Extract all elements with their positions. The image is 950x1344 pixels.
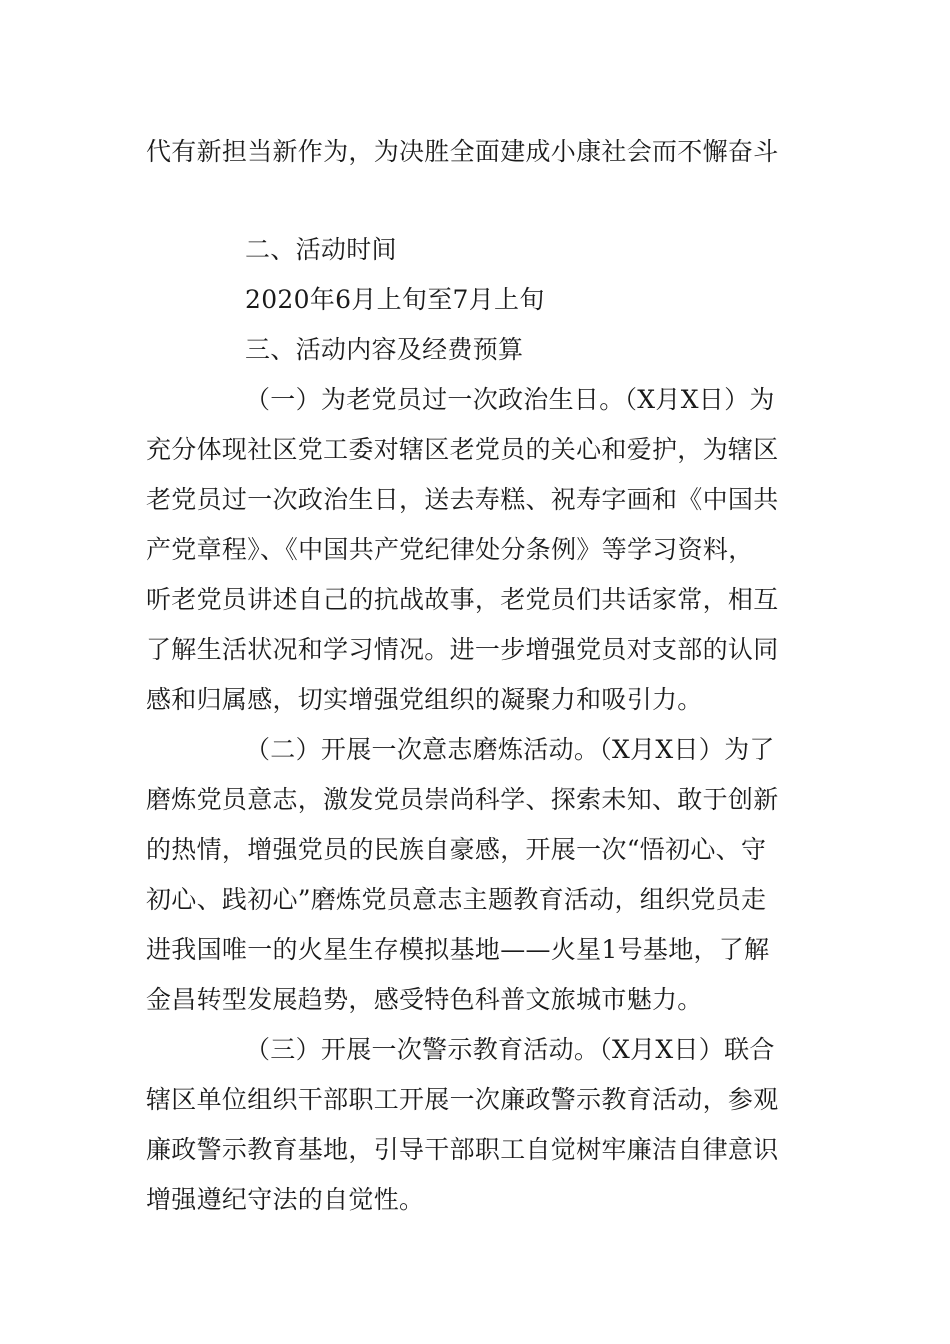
section-heading: 三、活动内容及经费预算 bbox=[245, 335, 524, 364]
text-line: 进我国唯一的火星生存模拟基地——火星1号基地，了解 bbox=[146, 935, 770, 964]
text-line: 磨炼党员意志，激发党员崇尚科学、探索未知、敢于创新 bbox=[146, 785, 779, 814]
section-heading: 二、活动时间 bbox=[245, 235, 397, 264]
text-line: 增强遵纪守法的自觉性。 bbox=[146, 1185, 425, 1214]
text-line: 廉政警示教育基地，引导干部职工自觉树牢廉洁自律意识 bbox=[146, 1135, 779, 1164]
text-line: 听老党员讲述自己的抗战故事，老党员们共话家常，相互 bbox=[146, 585, 779, 614]
text-line: 了解生活状况和学习情况。进一步增强党员对支部的认同 bbox=[146, 635, 779, 664]
text-line: 代有新担当新作为，为决胜全面建成小康社会而不懈奋斗 bbox=[146, 137, 779, 166]
paragraph-first-line: （一）为老党员过一次政治生日。（X月X日）为 bbox=[245, 385, 775, 414]
text-line: 充分体现社区党工委对辖区老党员的关心和爱护，为辖区 bbox=[146, 435, 779, 464]
text-line: 的热情，增强党员的民族自豪感，开展一次“悟初心、守 bbox=[146, 835, 767, 864]
text-line: 产党章程》、《中国共产党纪律处分条例》等学习资料， bbox=[146, 535, 754, 564]
text-line: 初心、践初心”磨炼党员意志主题教育活动，组织党员走 bbox=[146, 885, 767, 914]
text-line: 感和归属感，切实增强党组织的凝聚力和吸引力。 bbox=[146, 685, 703, 714]
text-line: 金昌转型发展趋势，感受特色科普文旅城市魅力。 bbox=[146, 985, 703, 1014]
text-line: 辖区单位组织干部职工开展一次廉政警示教育活动，参观 bbox=[146, 1085, 779, 1114]
text-line: 老党员过一次政治生日，送去寿糕、祝寿字画和《中国共 bbox=[146, 485, 779, 514]
text-line: 2020年6月上旬至7月上旬 bbox=[245, 285, 545, 314]
paragraph-first-line: （二）开展一次意志磨炼活动。（X月X日）为了 bbox=[245, 735, 775, 764]
paragraph-first-line: （三）开展一次警示教育活动。（X月X日）联合 bbox=[245, 1035, 775, 1064]
